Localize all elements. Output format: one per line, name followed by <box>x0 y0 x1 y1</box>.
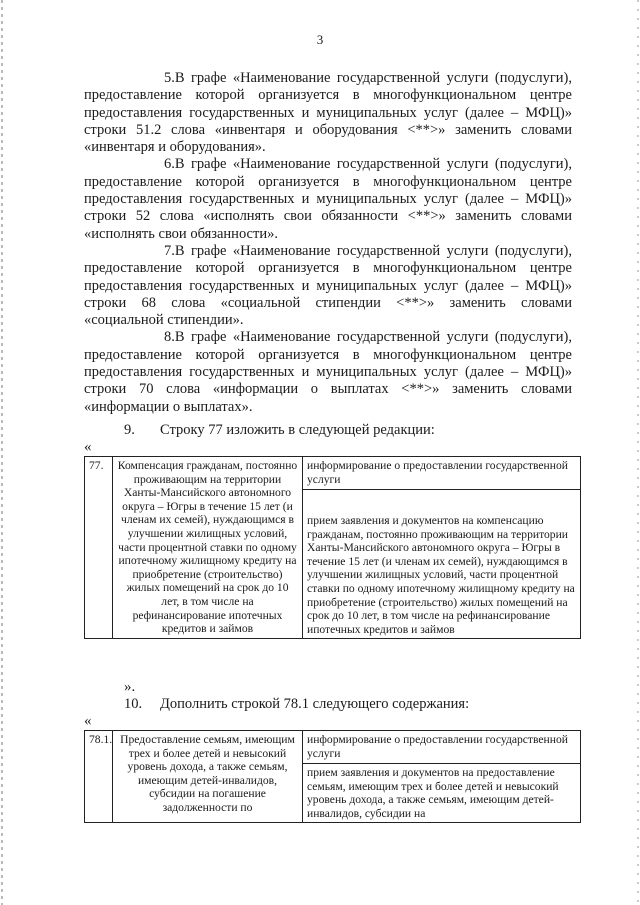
stage-application-cell: прием заявления и документов на предоставление семьям, имеющим трех и более детей и невысокий уровень дохода, а также семьям, имеющим детей-инвалидов, субсидии на <box>303 764 581 823</box>
closing-quote: ». <box>124 679 136 695</box>
item-10 <box>124 696 469 713</box>
paragraph-5 <box>84 70 572 156</box>
paragraph-number: 5. <box>164 70 175 86</box>
service-name-cell: Предоставление семьям, имеющим трех и более детей и невысокий уровень дохода, а также семьям, имеющим детей-инвалидов, субсидии на погашение задолженности по <box>113 731 303 823</box>
item-text: Строку 77 изложить в следующей редакции: <box>160 422 435 438</box>
scan-edge-left <box>1 0 3 905</box>
paragraph-8 <box>84 329 572 415</box>
item-9 <box>124 422 435 439</box>
paragraph-text: В графе «Наименование государственной услуги (подуслуги), предоставление которой организуется в многофункциональном центре предоставления государственных и муниципальных услуг (далее – МФЦ)» строки 68 слова «социальной стипендии <**>» заменить словами «социальной стипендии». <box>84 242 572 329</box>
stage-informing-cell: информирование о предоставлении государственной услуги <box>303 457 581 490</box>
item-number: 9. <box>124 422 135 438</box>
paragraph-number: 7. <box>164 242 175 259</box>
service-name-cell: Компенсация гражданам, постоянно проживающим на территории Ханты-Мансийского автономного округа – Югры в течение 15 лет (и членам их семей), нуждающимся в улучшении жилищных условий, части процентной ставки по одному ипотечному жилищному кредиту на приобретение (строительство) жилых помещений на срок до 10 лет, в том числе на рефинансирование ипотечных кредитов и займов <box>113 457 303 639</box>
paragraph-6 <box>84 156 572 242</box>
stage-application-cell: прием заявления и документов на компенсацию гражданам, постоянно проживающим на территории Ханты-Мансийского автономного округа – Югры в течение 15 лет (и членам их семей), нуждающимся в улучшении жилищных условий, части процентной ставки по одному ипотечному жилищному кредиту на приобретение (строительство) жилых помещений на срок до 10 лет, в том числе на рефинансирование ипотечных кредитов и займов <box>303 490 581 639</box>
row-number-cell: 78.1. <box>85 731 113 823</box>
scan-edge-right <box>637 0 639 905</box>
stage-informing-cell: информирование о предоставлении государственной услуги <box>303 731 581 764</box>
paragraph-7 <box>84 243 572 329</box>
paragraph-text: В графе «Наименование государственной услуги (подуслуги), предоставление которой организуется в многофункциональном центре предоставления государственных и муниципальных услуг (далее – МФЦ)» строки 70 слова «информации о выплатах <**>» заменить словами «информации о выплатах». <box>84 329 572 415</box>
opening-quote: « <box>84 439 92 455</box>
item-text: Дополнить строкой 78.1 следующего содержания: <box>160 696 470 712</box>
paragraph-text: В графе «Наименование государственной услуги (подуслуги), предоставление которой организуется в многофункциональном центре предоставления государственных и муниципальных услуг (далее – МФЦ)» строки 52 слова «исполнять свои обязанности <**>» заменить словами «исполнять свои обязанности». <box>84 156 572 242</box>
document-body <box>84 70 572 416</box>
paragraph-text: В графе «Наименование государственной услуги (подуслуги), предоставление которой организуется в многофункциональном центре предоставления государственных и муниципальных услуг (далее – МФЦ)» строки 51.2 слова «инвентаря и оборудования <**>» заменить словами «инвентаря и оборудования». <box>84 70 572 156</box>
table-row-78-1 <box>84 730 581 823</box>
paragraph-number: 8. <box>164 329 175 346</box>
table-row-77 <box>84 456 581 639</box>
paragraph-number: 6. <box>164 156 175 173</box>
row-number-cell: 77. <box>85 457 113 639</box>
page-number: 3 <box>316 32 324 47</box>
opening-quote-2: « <box>84 713 92 729</box>
item-number: 10. <box>124 696 143 712</box>
